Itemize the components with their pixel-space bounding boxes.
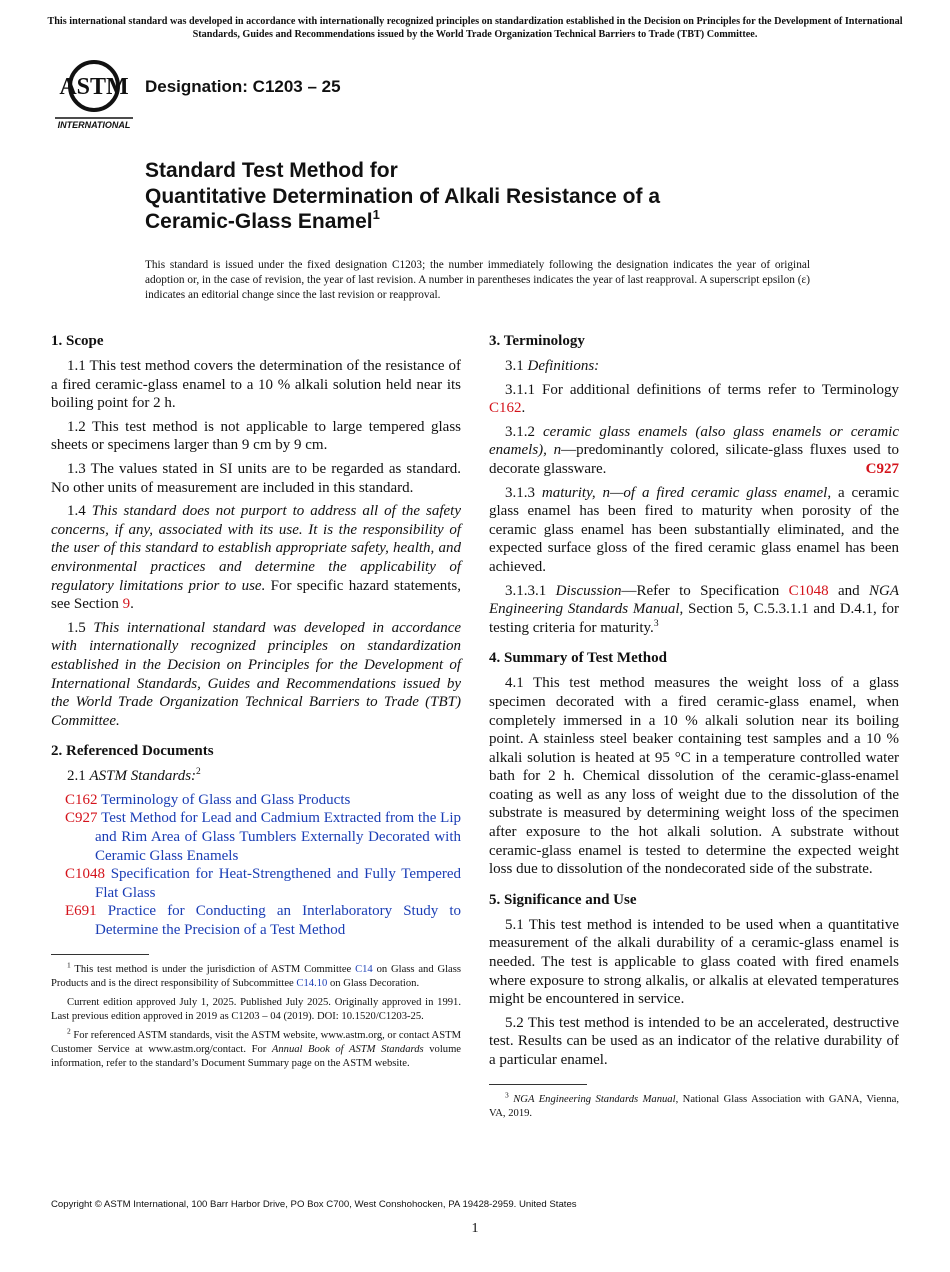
title-footnote-mark: 1 <box>372 207 380 222</box>
document-title <box>145 158 845 235</box>
ref-code-c1048[interactable]: C1048 <box>65 866 106 883</box>
copyright-notice: Copyright © ASTM International, 100 Barr Harbor Drive, PO Box C700, West Conshohocken, PA 19428-2959. United States <box>51 1199 577 1210</box>
paragraph-3-1-2: 3.1.2 ceramic glass enamels (also glass enamels or ceramic enamels), n—predominantly colored, silicate-glass fluxes used to decorate glassware. C927 <box>489 423 900 477</box>
link-c14[interactable]: C14 <box>355 963 373 975</box>
tbt-banner: This international standard was developed in accordance with internationally recognized principles on standardization established in the Decision on Principles for the Development of International Standards, Guides and Recommendations issued by the World Trade Organization Technical Barriers to Trade (TBT) Committee. <box>47 16 903 40</box>
footnote-1-edition: Current edition approved July 1, 2025. Published July 2025. Originally approved in 1991. Last previous edition approved in 2019 as C1203 – 04 (2019). DOI: 10.1520/C1203-25. <box>51 996 461 1022</box>
paragraph-3-1-3-1: 3.1.3.1 Discussion—Refer to Specification C1048 and NGA Engineering Standards Manual, Section 5, C.5.3.1.1 and D.4.1, for testing criteria for maturity.$^3$ <box>489 582 900 636</box>
source-tag-c927[interactable]: C927 <box>865 460 899 477</box>
logo-text-bottom: INTERNATIONAL <box>57 120 131 130</box>
logo-text-top: ASTM <box>59 74 129 100</box>
footnote-divider <box>51 954 149 955</box>
ref-item-c1048 <box>65 865 461 902</box>
title-line-2: Quantitative Determination of Alkali Resistance of a <box>145 184 661 208</box>
astm-logo <box>53 56 135 130</box>
link-section-9[interactable]: 9 <box>122 596 131 613</box>
designation: Designation: C1203 – 25 <box>145 77 341 96</box>
title-line-3: Ceramic-Glass Enamel <box>145 210 373 233</box>
right-column <box>489 330 899 1126</box>
paragraph-3-1: 3.1 Definitions: <box>505 358 600 374</box>
section-heading-summary: 4. Summary of Test Method <box>489 650 667 667</box>
ref-title-e691[interactable]: Practice for Conducting an Interlaboratory Study to Determine the Precision of a Test Method <box>95 903 461 939</box>
footnote-3: $^3$ NGA Engineering Standards Manual, National Glass Association with GANA, Vienna, VA, 2019. <box>489 1090 900 1119</box>
title-line-1: Standard Test Method for <box>145 159 398 182</box>
page-number: 1 <box>471 1221 479 1236</box>
section-heading-significance: 5. Significance and Use <box>489 891 637 908</box>
ref-code-c927[interactable]: C927 <box>65 810 98 827</box>
link-c14-10[interactable]: C14.10 <box>296 977 328 989</box>
footnote-divider <box>489 1084 587 1085</box>
ref-title-c927[interactable]: Test Method for Lead and Cadmium Extracted from the Lip and Rim Area of Glass Tumblers Externally Decorated with Ceramic Glass Enamels <box>95 810 461 864</box>
paragraph-5-2: 5.2 This test method is intended to be an accelerated, destructive test. Results can be used as an indicator of the relative durability of a particular enamel. <box>489 1014 899 1068</box>
link-c1048[interactable]: C1048 <box>788 582 829 599</box>
ref-title-c162[interactable]: Terminology of Glass and Glass Products <box>101 791 351 808</box>
paragraph-1-4: 1.4 This standard does not purport to address all of the safety concerns, if any, associated with its use. It is the responsibility of the user of this standard to establish appropriate safety, health, and environmental practices and determine the applicability of regulatory limitations prior to use. For specific hazard statements, see Section 9. <box>51 503 462 613</box>
ref-item-c927 <box>65 809 461 865</box>
ref-title-c1048[interactable]: Specification for Heat-Strengthened and Fully Tempered Flat Glass <box>95 866 462 901</box>
paragraph-5-1: 5.1 This test method is intended to be used when a quantitative measurement of the alkali durability of a ceramic-glass enamel is needed. The test is applicable to glass coated with fired enamels where exposure to strong alkalis, or alkalis at elevated temperatures might be encountered in service. <box>489 916 899 1008</box>
footnote-1: $^1$ This test method is under the jurisdiction of ASTM Committee C14 on Glass and Glass Products and is the direct responsibility of Subcommittee C14.10 on Glass Decoration. <box>51 960 461 989</box>
paragraph-1-3: 1.3 The values stated in SI units are to be regarded as standard. No other units of measurement are included in this standard. <box>51 460 461 496</box>
ref-code-c162[interactable]: C162 <box>65 791 98 808</box>
ref-code-e691[interactable]: E691 <box>65 903 97 920</box>
ref-item-e691 <box>65 902 461 939</box>
section-heading-scope: 1. Scope <box>51 333 104 349</box>
paragraph-1-1: 1.1 This test method covers the determination of the resistance of a fired ceramic-glass enamel to a 10 % alkali solution held near its boiling point for 2 h. <box>51 358 461 412</box>
paragraph-4-1: 4.1 This test method measures the weight loss of a glass specimen decorated with a fired ceramic-glass enamel, when completely immersed in a 10 % alkali solution near its boiling point. A stainless steel beaker containing test samples and a 10 % alkali solution is heated at 95 °C in a temperature controlled water bath for 2 h. Chemical dissolution of the ceramic-glass-enamel coating as well as any loss of weight due to the dissolution of the substrate is measured by determining weight loss of the specimen after exposure to the hot alkali solution. A substrate without ceramic-glass enamel is tested to determine the expected weight loss due to dissolution of the nondecorated side of the substrate. <box>489 675 899 878</box>
preamble: This standard is issued under the fixed designation C1203; the number immediately following the designation indicates the year of original adoption or, in the case of revision, the year of last revision. A number in parentheses indicates the year of last reapproval. A superscript epsilon (ε) indicates an editorial change since the last revision or reapproval. <box>145 259 810 301</box>
paragraph-2-1: 2.1 ASTM Standards:$^2$ <box>67 767 201 785</box>
left-column <box>51 330 461 1076</box>
link-c162[interactable]: C162 <box>489 400 522 417</box>
section-heading-referenced-documents: 2. Referenced Documents <box>51 743 214 760</box>
ref-item-c162 <box>65 791 461 810</box>
paragraph-1-5: 1.5 This international standard was developed in accordance with internationally recognized principles on standardization established in the Decision on Principles for the Development of International Standards, Guides and Recommendations issued by the World Trade Organization Technical Barriers to Trade (TBT) Committee. <box>51 619 462 729</box>
paragraph-3-1-1: 3.1.1 For additional definitions of terms refer to Terminology C162. <box>489 381 899 417</box>
section-heading-terminology: 3. Terminology <box>489 333 585 349</box>
footnote-2: $^2$ For referenced ASTM standards, visit the ASTM website, www.astm.org, or contact ASTM Customer Service at www.astm.org/contact. For Annual Book of ASTM Standards volume information, refer to the standard’s Document Summary page on the ASTM website. <box>51 1026 462 1069</box>
paragraph-3-1-3: 3.1.3 maturity, n—of a fired ceramic glass enamel, a ceramic glass enamel has been fired to maturity when porosity of the ceramic glass enamel has been substantially eliminated, and the expected surface gloss of the fired ceramic glass enamel has been achieved. <box>489 484 900 575</box>
paragraph-1-2: 1.2 This test method is not applicable to large tempered glass sheets or specimens larger than 9 cm by 9 cm. <box>51 418 461 454</box>
